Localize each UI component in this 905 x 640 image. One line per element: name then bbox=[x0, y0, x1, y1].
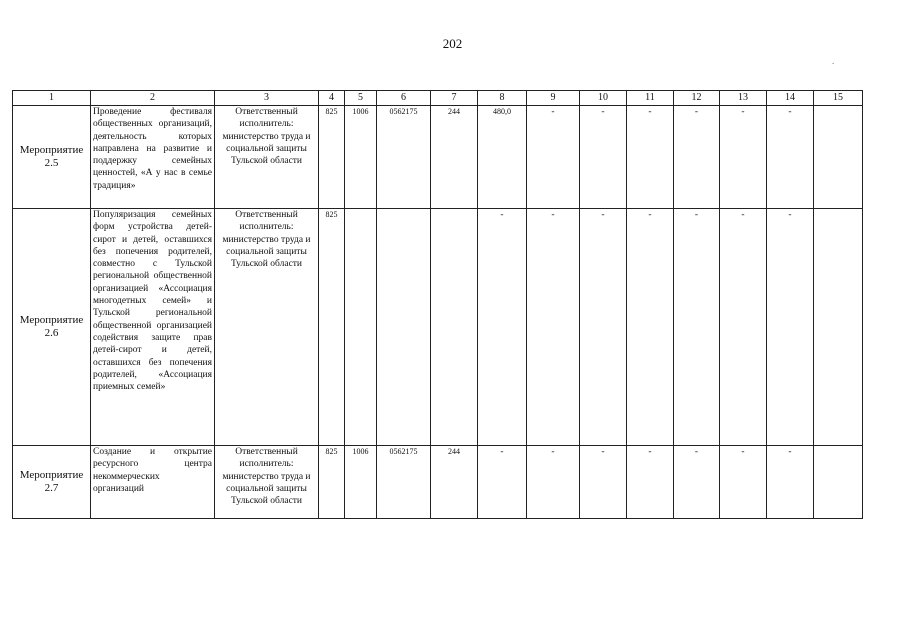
column-header: 6 bbox=[377, 91, 431, 106]
program-table bbox=[12, 90, 863, 519]
cell-col5: 1006 bbox=[345, 106, 377, 209]
cell-col9: - bbox=[527, 446, 580, 519]
column-header: 2 bbox=[91, 91, 215, 106]
measure-number: Мероприятие 2.5 bbox=[13, 106, 91, 209]
cell-col8: - bbox=[478, 209, 527, 446]
cell-col6: 0562175 bbox=[377, 446, 431, 519]
cell-col15 bbox=[814, 106, 863, 209]
column-header: 7 bbox=[431, 91, 478, 106]
column-header-row bbox=[13, 91, 863, 106]
column-header: 5 bbox=[345, 91, 377, 106]
measure-description: Создание и открытие ресурсного центра некоммерческих организаций bbox=[91, 446, 215, 519]
measure-number: Мероприятие 2.6 bbox=[13, 209, 91, 446]
column-header: 12 bbox=[674, 91, 720, 106]
corner-mark: . bbox=[832, 56, 835, 66]
column-header: 8 bbox=[478, 91, 527, 106]
cell-col5 bbox=[345, 209, 377, 446]
cell-col11: - bbox=[627, 106, 674, 209]
cell-col14: - bbox=[767, 106, 814, 209]
cell-col15 bbox=[814, 446, 863, 519]
cell-col12: - bbox=[674, 106, 720, 209]
column-header: 4 bbox=[319, 91, 345, 106]
cell-col4: 825 bbox=[319, 446, 345, 519]
cell-col11: - bbox=[627, 209, 674, 446]
cell-col13: - bbox=[720, 106, 767, 209]
column-header: 10 bbox=[580, 91, 627, 106]
column-header: 11 bbox=[627, 91, 674, 106]
cell-col6 bbox=[377, 209, 431, 446]
measure-description: Популяризация семейных форм устройства детей-сирот и детей, оставшихся без попечения родителей, совместно с Тульской региональной общественной организацией «Ассоциация многодетных семей» и Тульской региональной общественной организацией содействия защите прав детей-сирот и детей, оставшихся без попечения родителей, «Ассоциация приемных семей» bbox=[91, 209, 215, 446]
cell-col9: - bbox=[527, 106, 580, 209]
column-header: 13 bbox=[720, 91, 767, 106]
table-row bbox=[13, 106, 863, 209]
cell-col13: - bbox=[720, 209, 767, 446]
cell-col14: - bbox=[767, 446, 814, 519]
column-header: 9 bbox=[527, 91, 580, 106]
column-header: 14 bbox=[767, 91, 814, 106]
cell-col4: 825 bbox=[319, 209, 345, 446]
table-row bbox=[13, 446, 863, 519]
cell-col12: - bbox=[674, 209, 720, 446]
cell-col8: - bbox=[478, 446, 527, 519]
column-header: 3 bbox=[215, 91, 319, 106]
cell-col4: 825 bbox=[319, 106, 345, 209]
cell-col5: 1006 bbox=[345, 446, 377, 519]
cell-col7 bbox=[431, 209, 478, 446]
cell-col7: 244 bbox=[431, 446, 478, 519]
table-row bbox=[13, 209, 863, 446]
cell-col10: - bbox=[580, 446, 627, 519]
cell-col14: - bbox=[767, 209, 814, 446]
responsible-executor: Ответственный исполнитель: министерство труда и социальной защиты Тульской области bbox=[215, 446, 319, 519]
cell-col7: 244 bbox=[431, 106, 478, 209]
measure-description: Проведение фестиваля общественных организаций, деятельность которых направлена на развитие и поддержку семейных ценностей, «А у нас в семье традиция» bbox=[91, 106, 215, 209]
cell-col8: 480,0 bbox=[478, 106, 527, 209]
page-number: 202 bbox=[442, 36, 463, 51]
cell-col15 bbox=[814, 209, 863, 446]
cell-col11: - bbox=[627, 446, 674, 519]
responsible-executor: Ответственный исполнитель: министерство труда и социальной защиты Тульской области bbox=[215, 209, 319, 446]
column-header: 1 bbox=[13, 91, 91, 106]
cell-col12: - bbox=[674, 446, 720, 519]
cell-col10: - bbox=[580, 106, 627, 209]
cell-col6: 0562175 bbox=[377, 106, 431, 209]
responsible-executor: Ответственный исполнитель: министерство труда и социальной защиты Тульской области bbox=[215, 106, 319, 209]
cell-col10: - bbox=[580, 209, 627, 446]
column-header: 15 bbox=[814, 91, 863, 106]
cell-col9: - bbox=[527, 209, 580, 446]
cell-col13: - bbox=[720, 446, 767, 519]
measure-number: Мероприятие 2.7 bbox=[13, 446, 91, 519]
